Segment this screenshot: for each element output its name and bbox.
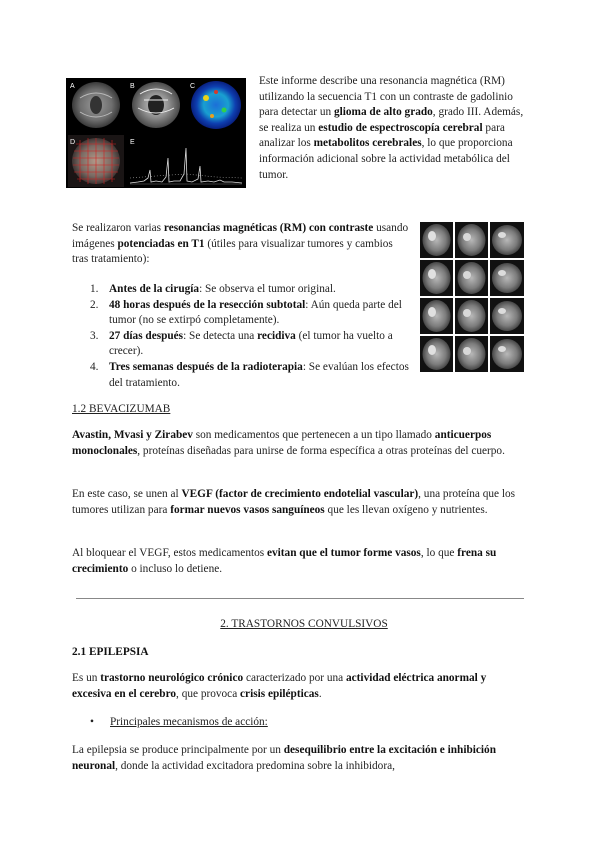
list-item: 3. 27 días después: Se detecta una recidiva (el tumor ha vuelto a crecer). <box>90 329 393 358</box>
intro-paragraph: Este informe describe una resonancia magnética (RM) utilizando la secuencia T1 con un contraste de gadolinio para detectar un glioma de alto grado, grado III. Además, se realiza un estudio de espectroscopía cerebral para analizar los metabolitos cerebrales, lo que proporciona información adicional sobre la actividad metabólica del tumor. <box>259 75 524 181</box>
bevacizumab-paragraph-3: Al bloquear el VEGF, estos medicamentos evitan que el tumor forme vasos, lo que frena su crecimiento o incluso lo detiene. <box>72 547 497 575</box>
mri-series-grid <box>420 222 524 372</box>
mri-spectroscopy-figure <box>66 78 246 188</box>
epilepsia-paragraph: Es un trastorno neurológico crónico caracterizado por una actividad eléctrica anormal y excesiva en el cerebro, que provoca crisis epilépticas. <box>72 672 487 700</box>
mri-series-figure <box>420 222 524 372</box>
bevacizumab-paragraph-1: Avastin, Mvasi y Zirabev son medicamentos que pertenecen a un tipo llamado anticuerpos monoclonales, proteínas diseñadas para unirse de forma específica a otras proteínas del cuerpo. <box>72 429 505 457</box>
mri-spectroscopy-image <box>66 78 246 188</box>
list-item: 2. 48 horas después de la resección subtotal: Aún queda parte del tumor (no se extirpó completamente). <box>90 298 402 327</box>
rm-paragraph: Se realizaron varias resonancias magnéticas (RM) con contraste usando imágenes potenciadas en T1 (útiles para visualizar tumores y cambios tras tratamiento): <box>72 222 409 266</box>
mri-slice-c <box>191 81 241 129</box>
bevacizumab-paragraph-2: En este caso, se unen al VEGF (factor de crecimiento endotelial vascular), una proteína que los tumores utilizan para formar nuevos vasos sanguíneos que les llevan oxígeno y nutrientes. <box>72 488 516 516</box>
figure-label-a: A <box>70 83 75 90</box>
figure-label-e: E <box>130 139 135 146</box>
figure-label-d: D <box>70 139 76 146</box>
section-2-title: 2. TRASTORNOS CONVULSIVOS <box>220 618 388 630</box>
rm-timeline-list <box>72 282 416 391</box>
list-item: 1. Antes de la cirugía: Se observa el tumor original. <box>90 283 336 295</box>
mechanisms-bullet: • Principales mecanismos de acción: <box>90 715 268 731</box>
figure-label-c: C <box>190 83 196 90</box>
mechanisms-paragraph: La epilepsia se produce principalmente por un desequilibrio entre la excitación e inhibición neuronal, donde la actividad excitadora predomina sobre la inhibidora, <box>72 744 496 772</box>
figure-label-b: B <box>130 83 135 90</box>
list-item: 4. Tres semanas después de la radioterapia: Se evalúan los efectos del tratamiento. <box>90 360 409 389</box>
epilepsia-heading: 2.1 EPILEPSIA <box>72 646 149 658</box>
bullet-icon: • <box>90 716 94 728</box>
section-divider <box>76 598 524 599</box>
bevacizumab-heading: 1.2 BEVACIZUMAB <box>72 403 171 415</box>
